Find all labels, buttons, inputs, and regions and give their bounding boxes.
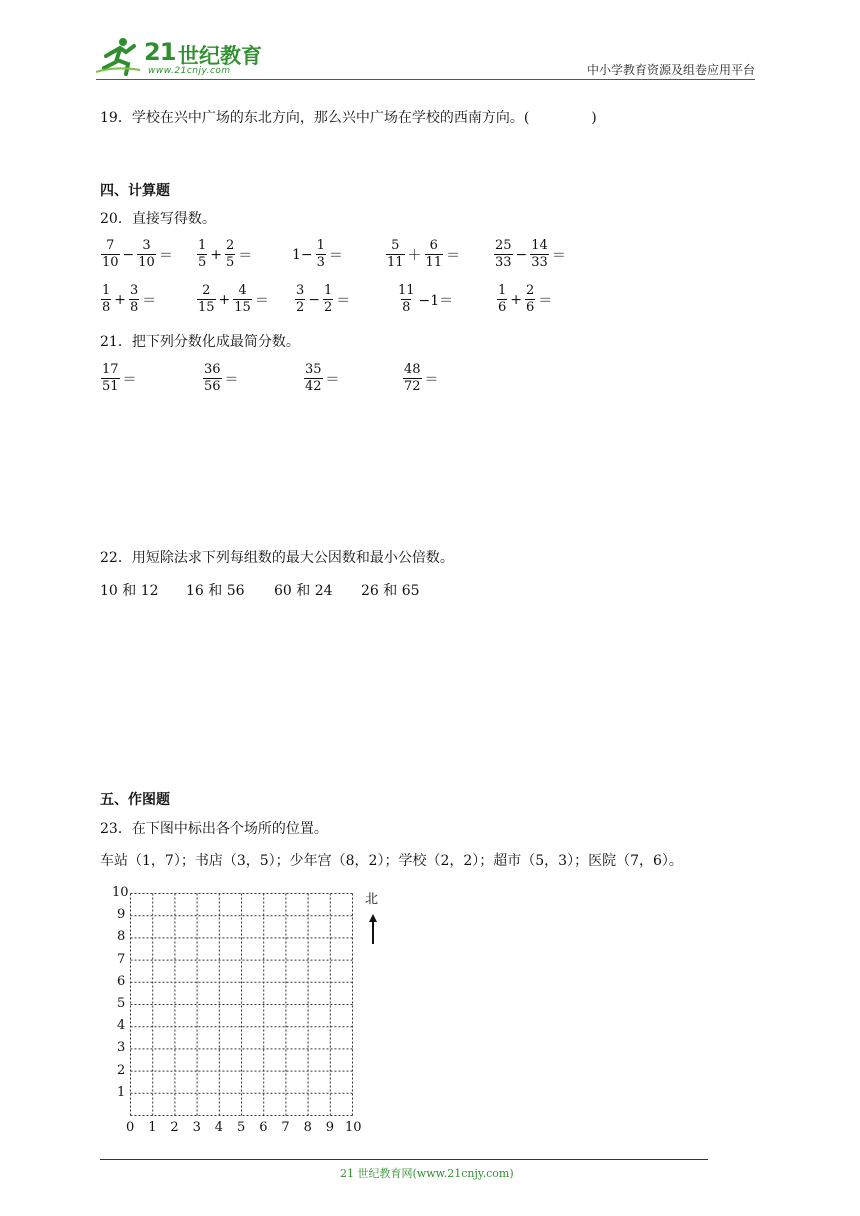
y-tick-label: 7	[117, 951, 126, 967]
q20-expr-10: $\frac{1}{6}$ + $\frac{2}{6}$ ＝	[498, 283, 553, 315]
places-list: 车站（1，7）；书店（3，5）；少年宫（8，2）；学校（2，2）；超市（5，3）；医院（7，6）。	[100, 853, 683, 869]
y-tick-label: 8	[117, 929, 126, 945]
site-logo	[96, 36, 266, 80]
x-tick-label: 6	[259, 1120, 268, 1135]
grid-lines	[130, 893, 353, 1116]
fraction: $\frac{3}{8}$	[130, 283, 139, 315]
q21-item-2: $\frac{36}{56}$ ＝	[204, 362, 239, 394]
north-label: 北	[365, 892, 379, 907]
y-tick-label: 2	[117, 1062, 126, 1078]
question-20-text: 20．直接写得数。	[100, 211, 216, 227]
fraction: $\frac{35}{42}$	[305, 362, 322, 394]
fraction: $\frac{1}{5}$	[198, 238, 207, 270]
q20-expr-9: $\frac{11}{8}$ −1＝	[398, 283, 454, 315]
runner-logo-icon	[96, 36, 142, 76]
q21-item-4: $\frac{48}{72}$ ＝	[404, 362, 439, 394]
y-tick-label: 6	[117, 973, 126, 989]
x-tick-label: 7	[281, 1120, 290, 1135]
q20-expr-3: 1− $\frac{1}{3}$ ＝	[292, 238, 343, 270]
q20-expr-8: $\frac{3}{2}$ − $\frac{1}{2}$ ＝	[296, 283, 351, 315]
q21-item-1: $\frac{17}{51}$ ＝	[102, 362, 137, 394]
section-5-title: 五、作图题	[100, 792, 170, 808]
y-tick-label: 10	[112, 885, 129, 900]
x-tick-label: 3	[192, 1120, 201, 1135]
question-23-text: 23．在下图中标出各个场所的位置。	[100, 821, 328, 837]
fraction: $\frac{1}{2}$	[324, 283, 333, 315]
fraction: $\frac{14}{33}$	[531, 238, 548, 270]
x-tick-label: 1	[148, 1120, 157, 1135]
fraction: $\frac{2}{15}$	[198, 283, 215, 315]
q20-expr-1: $\frac{7}{10}$ − $\frac{3}{10}$ ＝	[102, 238, 173, 270]
number-pair-1: 10 和 12	[100, 583, 159, 599]
section-4-title: 四、计算题	[100, 183, 170, 199]
fraction: $\frac{3}{2}$	[296, 283, 305, 315]
q21-item-3: $\frac{35}{42}$ ＝	[305, 362, 340, 394]
fraction: $\frac{3}{10}$	[138, 238, 155, 270]
fraction: $\frac{1}{8}$	[102, 283, 111, 315]
question-19-close: )	[591, 110, 597, 126]
coordinate-grid[interactable]	[130, 893, 353, 1116]
fraction: $\frac{36}{56}$	[204, 362, 221, 394]
logo-text: 世纪教育	[178, 44, 262, 68]
fraction: $\frac{2}{6}$	[526, 283, 535, 315]
fraction: $\frac{6}{11}$	[425, 238, 443, 270]
fraction: $\frac{1}{6}$	[498, 283, 507, 315]
q20-expr-7: $\frac{2}{15}$ + $\frac{4}{15}$ ＝	[198, 283, 269, 315]
question-21-text: 21．把下列分数化成最简分数。	[100, 334, 300, 350]
q20-expr-5: $\frac{25}{33}$ − $\frac{14}{33}$ ＝	[495, 238, 566, 270]
header-divider	[96, 79, 755, 80]
footer-divider	[100, 1159, 708, 1160]
number-pair-3: 60 和 24	[274, 583, 333, 599]
question-22-text: 22．用短除法求下列每组数的最大公因数和最小公倍数。	[100, 550, 454, 566]
x-tick-label: 10	[345, 1120, 362, 1135]
q20-expr-2: $\frac{1}{5}$ + $\frac{2}{5}$ ＝	[198, 238, 253, 270]
q20-expr-6: $\frac{1}{8}$ + $\frac{3}{8}$ ＝	[102, 283, 157, 315]
fraction: $\frac{2}{5}$	[226, 238, 235, 270]
x-tick-label: 2	[170, 1120, 179, 1135]
fraction: $\frac{25}{33}$	[495, 238, 512, 270]
y-tick-label: 1	[117, 1084, 126, 1100]
x-tick-label: 5	[237, 1120, 246, 1135]
fraction: $\frac{17}{51}$	[102, 362, 119, 394]
logo-url: www.21cnjy.com	[148, 66, 231, 76]
number-pair-2: 16 和 56	[186, 583, 245, 599]
fraction: $\frac{1}{3}$	[316, 238, 325, 270]
y-tick-label: 5	[117, 996, 126, 1011]
x-tick-label: 4	[214, 1120, 224, 1135]
y-tick-label: 9	[117, 907, 126, 923]
number-pair-4: 26 和 65	[361, 583, 420, 599]
x-tick-label: 9	[325, 1120, 335, 1135]
question-19	[100, 107, 597, 127]
fraction: $\frac{7}{10}$	[102, 238, 119, 270]
question-19-text: 19．学校在兴中广场的东北方向，那么兴中广场在学校的西南方向。(	[100, 110, 530, 126]
logo-number: 21	[144, 38, 176, 66]
x-tick-label: 8	[303, 1120, 312, 1135]
q20-expr-4: $\frac{5}{11}$ ＋ $\frac{6}{11}$ ＝	[387, 238, 461, 270]
fraction: $\frac{5}{11}$	[387, 238, 404, 270]
fraction: $\frac{48}{72}$	[404, 362, 421, 394]
x-tick-label: 0	[126, 1120, 135, 1135]
north-arrow-icon	[367, 914, 379, 944]
y-tick-label: 4	[117, 1018, 126, 1034]
fraction: $\frac{11}{8}$	[398, 283, 415, 315]
footer-text: 21 世纪教育网(www.21cnjy.com)	[340, 1167, 514, 1180]
header-platform-text: 中小学教育资源及组卷应用平台	[586, 63, 755, 77]
fraction: $\frac{4}{15}$	[234, 283, 251, 315]
y-tick-label: 3	[117, 1040, 126, 1056]
